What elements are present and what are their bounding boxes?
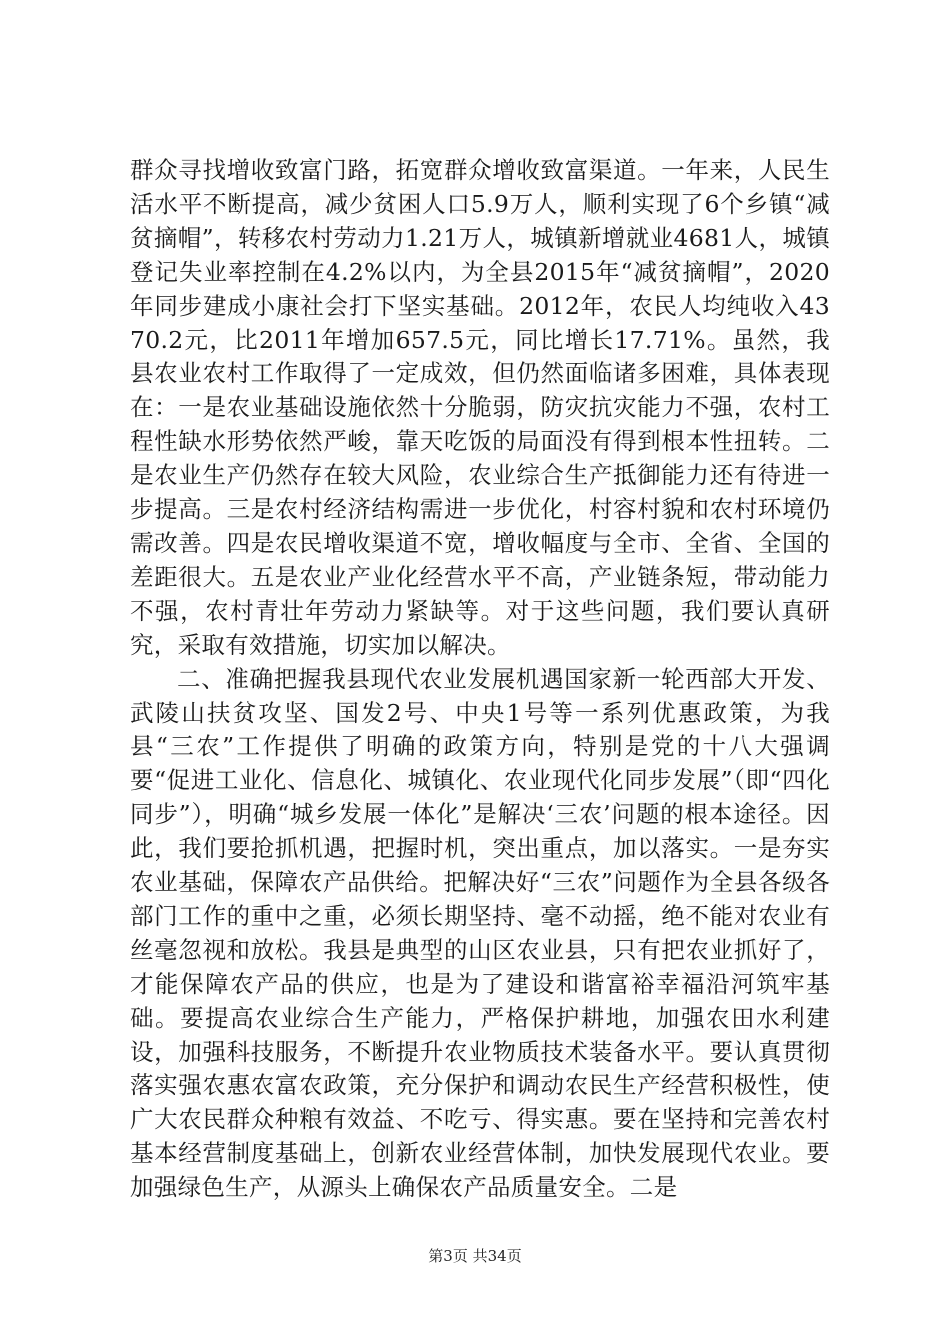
document-body (130, 154, 830, 1205)
paragraph-2: 二、准确把握我县现代农业发展机遇国家新一轮西部大开发、武陵山扶贫攻坚、国发2号、中央1号等一系列优惠政策，为我县“三农”工作提供了明确的政策方向，特别是党的十八大强调要“促进工业化、信息化、城镇化、农业现代化同步发展”（即“四化同步”），明确“城乡发展一体化”是解决‘三农’问题的根本途径。因此，我们要抢抓机遇，把握时机，突出重点，加以落实。一是夯实农业基础，保障农产品供给。把解决好“三农”问题作为全县各级各部门工作的重中之重，必须长期坚持、毫不动摇，绝不能对农业有丝毫忽视和放松。我县是典型的山区农业县，只有把农业抓好了，才能保障农产品的供应，也是为了建设和谐富裕幸福沿河筑牢基础。要提高农业综合生产能力，严格保护耕地，加强农田水利建设，加强科技服务，不断提升农业物质技术装备水平。要认真贯彻落实强农惠农富农政策，充分保护和调动农民生产经营积极性，使广大农民群众种粮有效益、不吃亏、得实惠。要在坚持和完善农村基本经营制度基础上，创新农业经营体制，加快发展现代农业。要加强绿色生产，从源头上确保农产品质量安全。二是 (130, 664, 830, 1202)
paragraph-1: 群众寻找增收致富门路，拓宽群众增收致富渠道。一年来，人民生活水平不断提高，减少贫困人口5.9万人，顺利实现了6个乡镇“减贫摘帽”，转移农村劳动力1.21万人，城镇新增就业4681人，城镇登记失业率控制在4.2%以内，为全县2015年“减贫摘帽”，2020年同步建成小康社会打下坚实基础。2012年，农民人均纯收入4370.2元，比2011年增加657.5元，同比增长17.71%。虽然，我县农业农村工作取得了一定成效，但仍然面临诸多困难，具体表现在：一是农业基础设施依然十分脆弱，防灾抗灾能力不强，农村工程性缺水形势依然严峻，靠天吃饭的局面没有得到根本性扭转。二是农业生产仍然存在较大风险，农业综合生产抵御能力还有待进一步提高。三是农村经济结构需进一步优化，村容村貌和农村环境仍需改善。四是农民增收渠道不宽，增收幅度与全市、全省、全国的差距很大。五是农业产业化经营水平不高，产业链条短，带动能力不强，农村青壮年劳动力紧缺等。对于这些问题，我们要认真研究，采取有效措施，切实加以解决。 (130, 156, 830, 659)
page-number-footer: 第3页 共34页 (428, 1247, 522, 1265)
